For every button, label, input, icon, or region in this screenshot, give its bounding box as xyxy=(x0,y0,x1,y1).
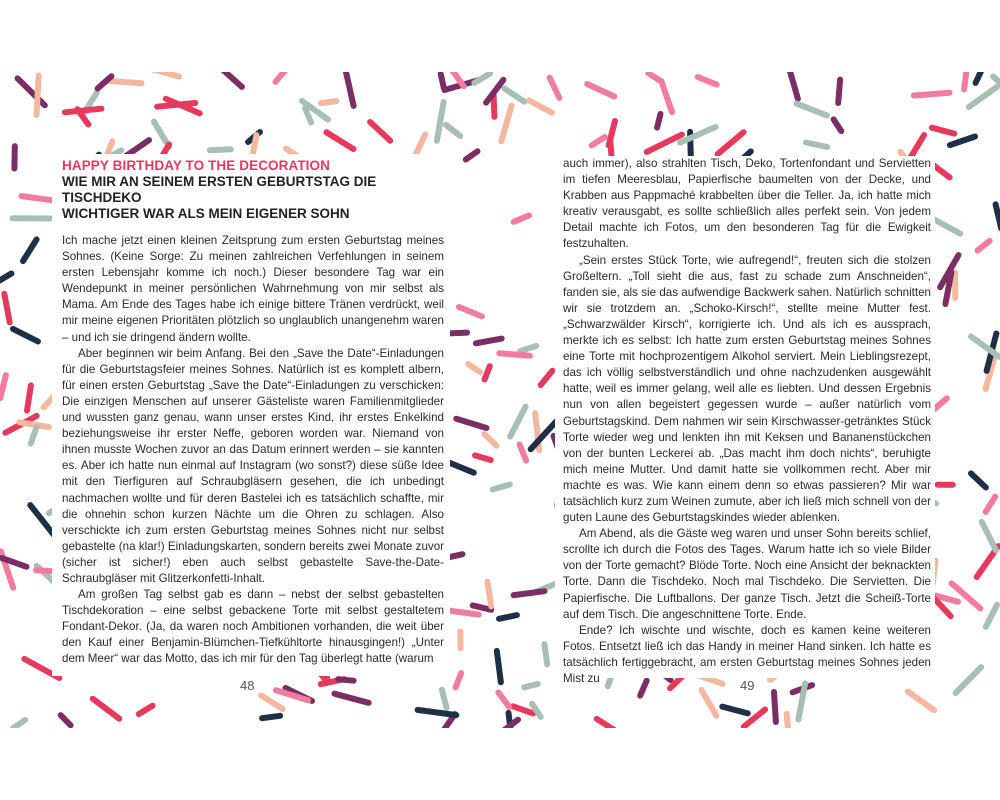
sprinkle xyxy=(446,125,461,136)
sprinkle xyxy=(510,407,525,437)
sprinkle xyxy=(838,80,840,103)
paragraph: Ich mache jetzt einen kleinen Zeitsprung zum ersten Geburtstag meines Sohnes. (Keine Sorge: Zu meinen zahlreichen Verfehlungen in seinem ersten Lebensjahr komme ich noch.) Dieser besondere Tag war ein Wendepunkt in meiner persönlichen Wahrnehmung von mir selbst als Mama. Am Ende des Tages habe ich einige bittere Tränen verdrückt, weil mir meine eigenen Prioritäten plötzlich so unglaublich unangenehm waren – und ich sie dringend ändern wollte. xyxy=(62,234,444,344)
sprinkle xyxy=(544,644,547,664)
sprinkle xyxy=(647,135,682,152)
paragraph: Am großen Tag selbst gab es dann – nebst der selbst gebastelten Tischdekoration – eine selbst gebackene Torte mit selbst gestaltetem Fondant-Dekor. (Ja, da waren noch Ambitionen vorhanden, die weit über den Kauf einer Benjamin-Blümchen-Tiefkühltorte hinausgingen!) „Unter dem Meer“ war das Motto, das ich mir für den Tag überlegt hatte (warum xyxy=(62,588,444,666)
sprinkle xyxy=(541,371,553,385)
chapter-title-line-1: WIE MIR AN SEINEM ERSTEN GEBURTSTAG DIE TISCHDEKO xyxy=(62,174,377,205)
paragraph: auch immer), also strahlten Tisch, Deko, Tortenfondant und Servietten im tiefen Meeresblau, Papierfische baumelten von der Decke, und Krabben aus Pappmaché krabbelten über die Teller. Ja, ich hatte mich kreativ verausgabt, es sollte schließlich alles perfekt sein. Von jedem Detail machte ich Fotos, um den besonderen Tag für die Ewigkeit festzuhalten. xyxy=(563,157,931,251)
left-page-body xyxy=(52,233,450,668)
sprinkle xyxy=(150,72,179,77)
paragraph: Ende? Ich wischte und wischte, doch es kamen keine weiteren Fotos. Entsetzt ließ ich das Handy in meiner Hand sinken. Ich hatte es tatsächlich fertiggebracht, am ersten Geburtstag meines Sohnes jeden Mist zu xyxy=(563,623,931,685)
sprinkle xyxy=(718,132,744,154)
sprinkle xyxy=(107,81,142,84)
sprinkle xyxy=(680,127,716,143)
sprinkle xyxy=(499,615,517,619)
sprinkle xyxy=(37,76,39,116)
sprinkle xyxy=(484,434,496,446)
sprinkle xyxy=(276,72,293,82)
paragraph: Aber beginnen wir beim Anfang. Bei den „Save the Date“-Einladungen für die Geburtstagsfeier meines Sohnes. Natürlich ist es komplett albern, für einen ersten Geburtstag „Save the Date“-Einladungen zu verschicken: Die einzigen Menschen auf unserer Gästeliste waren Familienmitglieder und wussten ganz genau, wann unser erstes Kind, ihr erstes Enkelkind beziehungsweise ihr erster Neffe, geboren worden war. Niemand von ihnen musste Wochen zuvor an das Datum erinnert werden – sie kannten es. Aber ich hatte nun einmal auf Instagram (wo sonst?) diese süße Idee mit den Tierfiguren auf Schraubgläsern gesehen, die ich unbedingt nachmachen wollte und für deren Bastelei ich es tatsächlich schaffte, mir die ohnehin schon kurzen Nächte um die Ohren zu schlagen. Also verschickte ich zum ersten Geburtstag meines Sohnes nicht nur selbst gebastelte (na klar!) Einladungskarten, sondern bereits zwei Monate zuvor (sicher ist sicher!) eben auch selbst gebastelte Save-the-Date-Schraubgläser mit Glitzerkonfetti-Inhalt. xyxy=(62,346,444,585)
sprinkle xyxy=(27,385,31,410)
sprinkle xyxy=(334,694,368,703)
sprinkle xyxy=(976,72,983,83)
sprinkle xyxy=(459,307,482,316)
sprinkle xyxy=(587,84,614,97)
sprinkle xyxy=(13,329,38,342)
sprinkle xyxy=(986,497,996,512)
right-page-body xyxy=(555,156,935,687)
sprinkle xyxy=(661,81,672,112)
sprinkle xyxy=(468,364,480,372)
paragraph: Am Abend, als die Gäste weg waren und unser Sohn bereits schlief, scrollte ich durch die Fotos des Tages. Warum hatte ich so viele Bilder von der Torte gemacht? Blöde Torte. Noch eine Ansicht der beknackten Torte. Dann die Tischdeko. Noch mal Tischdeko. Die Servietten. Die Papierfische. Die Luftballons. Der ganze Tisch. Jetzt die Scheiß-Torte auf dem Tisch. Die angeschnittene Torte. Ende. xyxy=(563,527,931,621)
sprinkle xyxy=(442,690,447,708)
sprinkle xyxy=(950,137,975,146)
sprinkle xyxy=(514,215,529,221)
sprinkle xyxy=(787,714,789,728)
sprinkle xyxy=(493,485,510,490)
sprinkle xyxy=(498,693,509,707)
sprinkle xyxy=(648,73,660,81)
sprinkle xyxy=(789,72,798,99)
sprinkle xyxy=(996,204,1000,228)
sprinkle xyxy=(497,651,501,682)
sprinkle xyxy=(0,375,6,398)
sprinkle xyxy=(702,690,717,716)
sprinkle xyxy=(31,427,37,443)
chapter-label: HAPPY BIRTHDAY TO THE DECORATION xyxy=(62,158,330,173)
sprinkle xyxy=(978,241,990,251)
sprinkle xyxy=(345,72,354,106)
sprinkle xyxy=(370,122,390,141)
sprinkle xyxy=(418,710,457,715)
sprinkle xyxy=(774,692,776,722)
sprinkle xyxy=(986,605,997,627)
left-page-text-block xyxy=(52,154,450,676)
sprinkle xyxy=(485,366,490,379)
sprinkle xyxy=(520,346,536,351)
sprinkle xyxy=(441,74,444,89)
sprinkle xyxy=(964,72,967,89)
right-page-text-block xyxy=(555,156,935,685)
sprinkle xyxy=(475,455,491,460)
sprinkle xyxy=(262,716,280,718)
sprinkle xyxy=(219,72,242,87)
sprinkle xyxy=(722,707,748,714)
sprinkle xyxy=(476,339,502,344)
sprinkle xyxy=(514,591,545,595)
sprinkle xyxy=(437,102,444,141)
sprinkle xyxy=(494,96,495,117)
sprinkle xyxy=(520,445,527,461)
sprinkle xyxy=(13,720,25,728)
book-spread xyxy=(0,72,1000,728)
sprinkle xyxy=(550,78,560,98)
sprinkle xyxy=(499,353,530,356)
sprinkle xyxy=(971,473,986,487)
sprinkle xyxy=(592,137,605,145)
chapter-title-line-2: WICHTIGER WAR ALS MEIN EIGENER SOHN xyxy=(62,206,350,221)
sprinkle xyxy=(466,151,478,159)
sprinkle xyxy=(657,114,660,128)
sprinkle xyxy=(23,239,37,261)
sprinkle xyxy=(456,673,462,687)
paragraph: „Sein erstes Stück Torte, wie aufregend!“, freuten sich die stolzen Großeltern. „Toll sieht die aus, fast zu schade zum Anschneiden“, fanden sie, als sie das aufwendige Backwerk sahen. Natürlich schnitten wir sie trotzdem an. „Schoko-Kirsch!“, stellte meine Mutter fest. „Schwarzwälder Kirsch“, korrigierte ich. Und als ich es aussprach, merkte ich es selbst: Ich hatte zum ersten Geburtstag meines Sohnes eine Torte mit hochprozentigem Alkohol serviert. Mein Lieblingsrezept, das ich völlig selbstverständlich und ohne nachzudenken ausgewählt hatte, weil es immer gelang, weil alle es liebten. Und dessen Ergebnis nun von allen begeistert gegessen wurde – außer natürlich vom Geburtstagskind. Dem nahmen wir sein Kirschwasser-getränktes Stück Torte wieder weg und lenkten ihn mit Keksen und Bananenstückchen von der bunten Leckerei ab. „Das macht ihm doch nichts“, beruhigte mich meine Mutter. Und damit hatte sie vollkommen recht. Aber mir machte es was. Wie kann einem denn so etwas passieren? Mir war tatsächlich kurz zum Weinen zumute, aber ich ließ mich schnell von der guten Laune des Geburtstagskindes wieder ablenken. xyxy=(563,253,931,525)
sprinkle xyxy=(969,84,1000,107)
page-number-left: 48 xyxy=(240,678,255,693)
sprinkle xyxy=(501,106,511,141)
sprinkle xyxy=(797,104,828,116)
sprinkle xyxy=(487,582,491,607)
sprinkle xyxy=(338,679,354,681)
sprinkle xyxy=(210,149,231,150)
sprinkle xyxy=(0,274,11,285)
sprinkle xyxy=(908,692,934,711)
sprinkle xyxy=(4,294,9,323)
page-number-right: 49 xyxy=(740,678,755,693)
sprinkle xyxy=(609,121,615,145)
sprinkle xyxy=(952,583,981,608)
sprinkle xyxy=(529,100,552,112)
sprinkle xyxy=(93,699,120,719)
sprinkle xyxy=(524,684,538,687)
sprinkle xyxy=(326,132,353,149)
sprinkle xyxy=(806,143,827,148)
sprinkle xyxy=(597,719,620,728)
sprinkle xyxy=(956,667,982,693)
sprinkle xyxy=(65,109,102,113)
sprinkle xyxy=(932,128,954,134)
sprinkle xyxy=(698,77,717,85)
sprinkle xyxy=(261,695,283,709)
sprinkle xyxy=(834,119,842,131)
sprinkle xyxy=(513,706,533,713)
sprinkle xyxy=(456,419,486,428)
sprinkle xyxy=(139,706,153,714)
sprinkle xyxy=(321,101,337,103)
sprinkle xyxy=(61,715,71,725)
sprinkle xyxy=(982,522,996,551)
sprinkle xyxy=(474,73,490,83)
sprinkle xyxy=(504,89,524,102)
sprinkle xyxy=(914,93,950,96)
